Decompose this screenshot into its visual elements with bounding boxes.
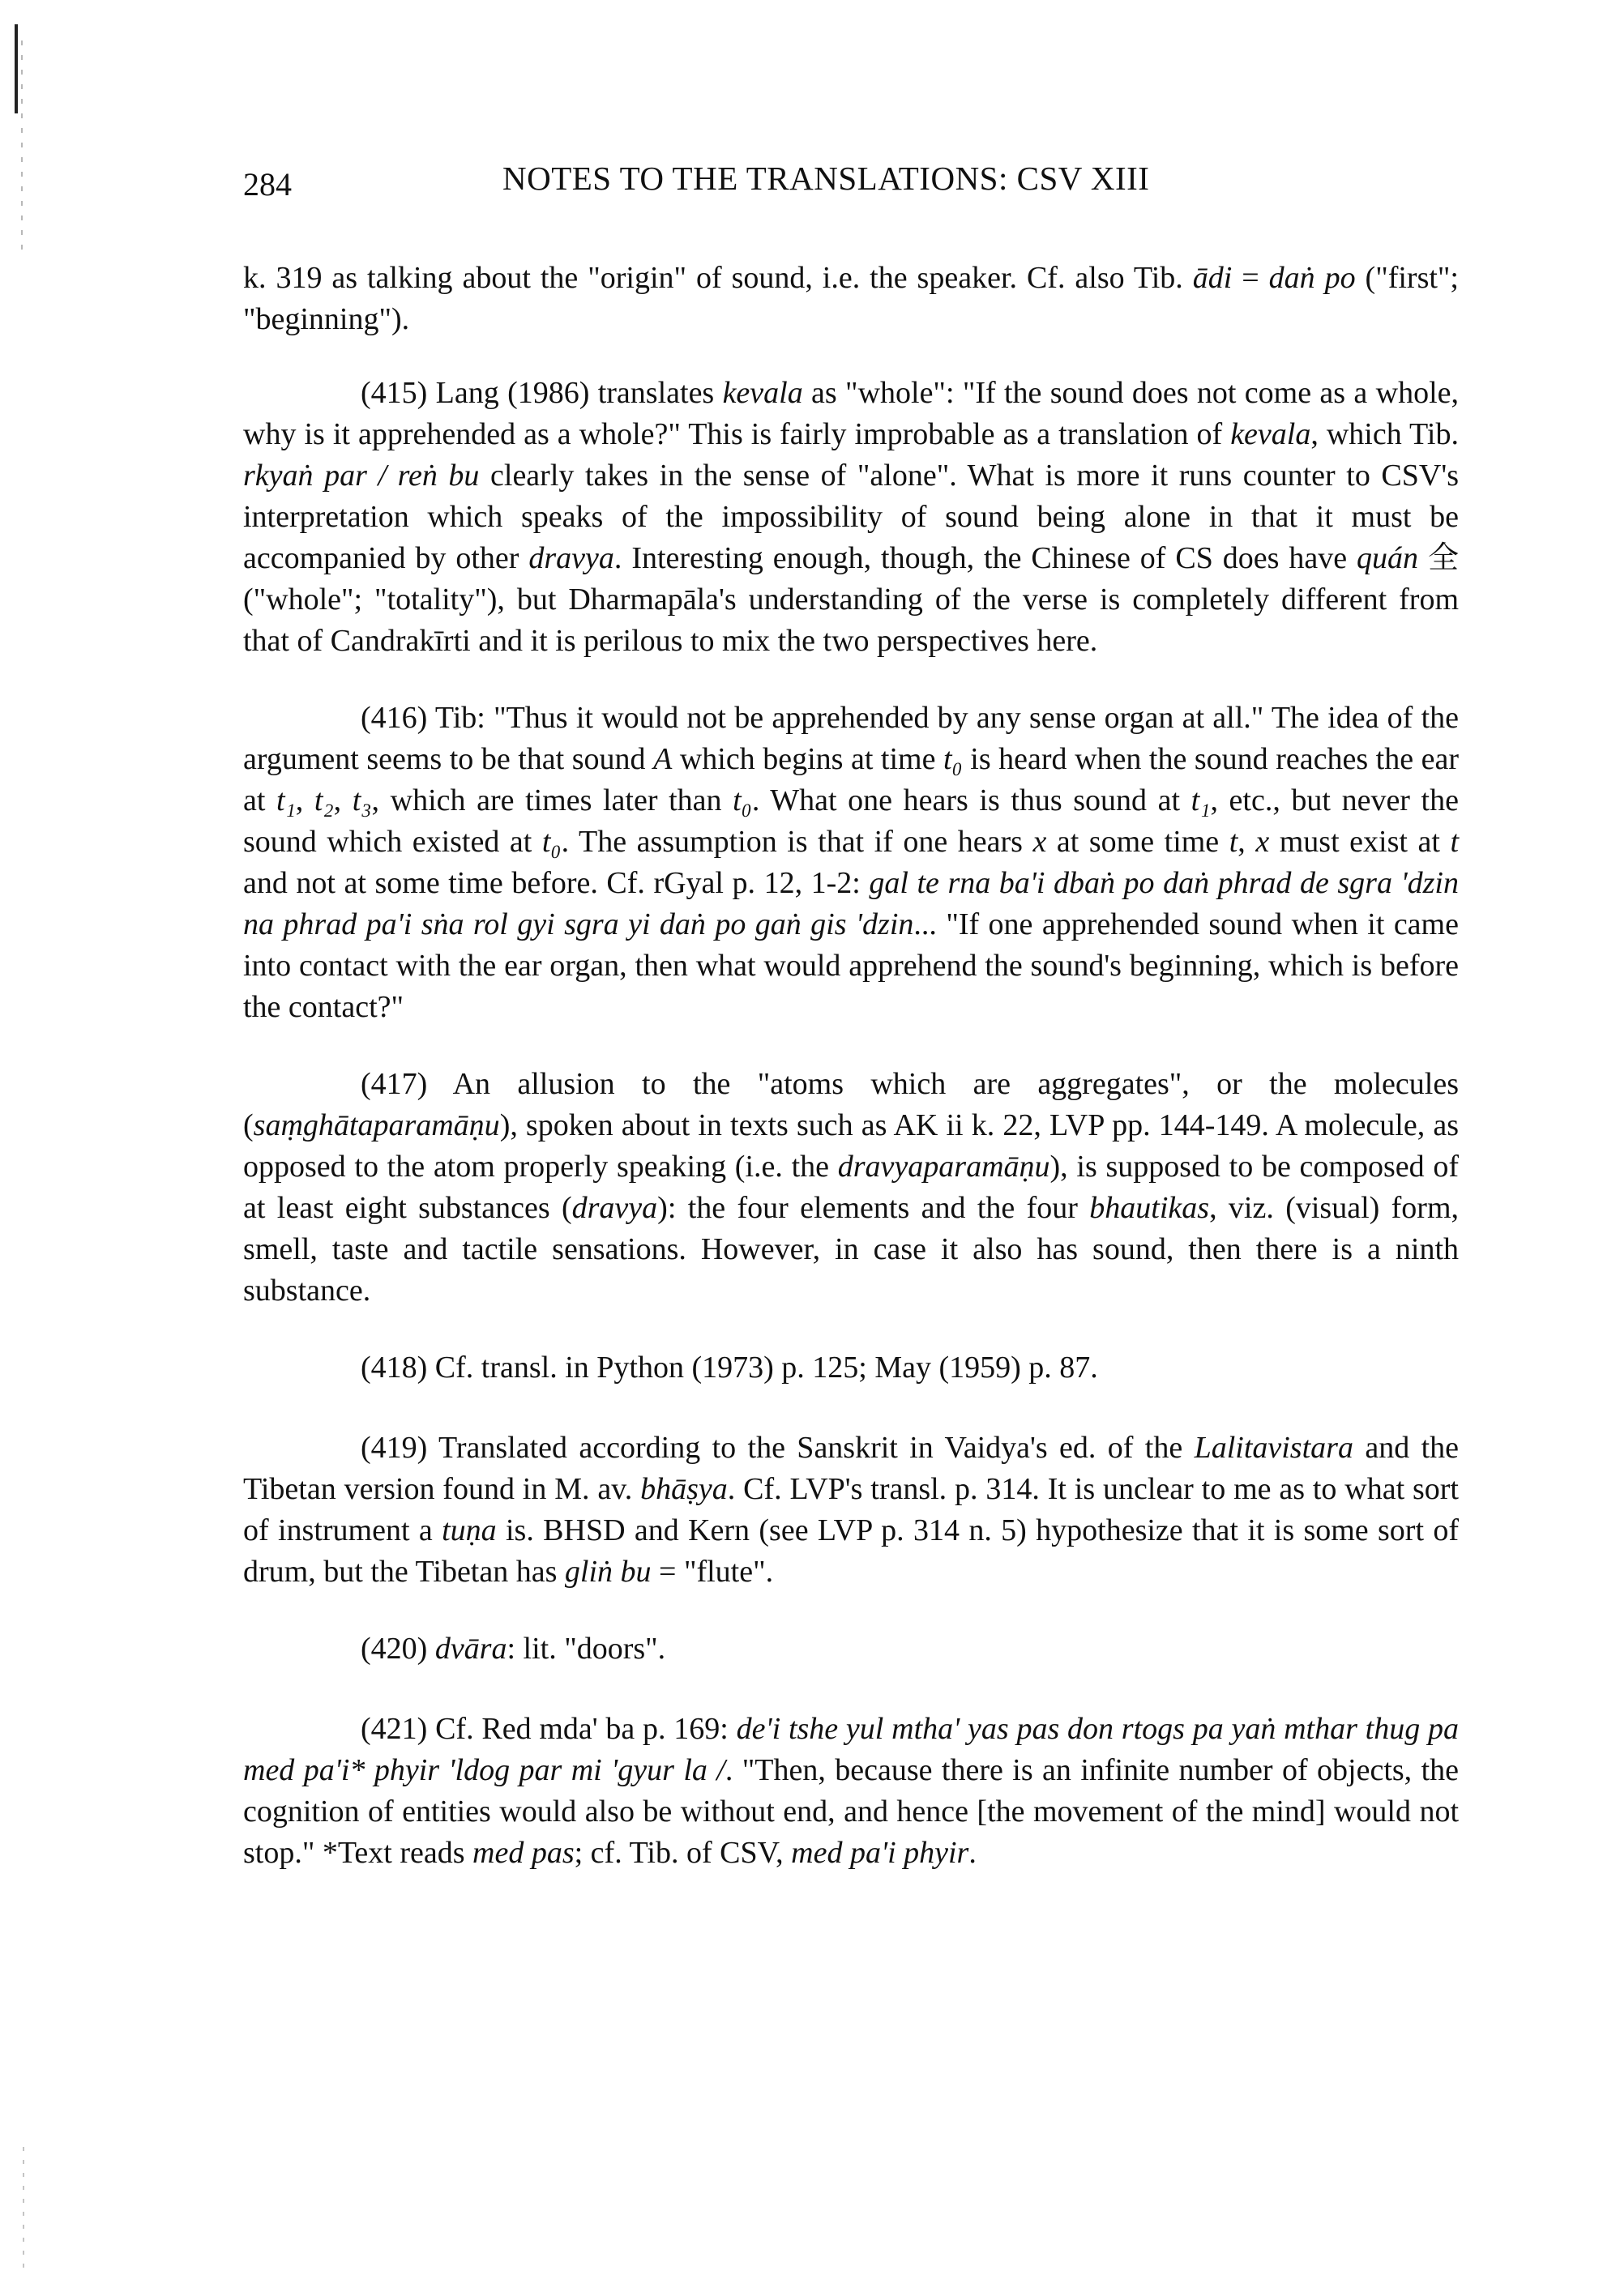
italic-text: t [1229, 825, 1238, 859]
italic-text: tuṇa [442, 1513, 497, 1547]
text-run: and the Tibetan version found in M. av. [243, 1431, 1459, 1506]
note-421 [243, 1709, 1459, 1874]
note-415 [243, 373, 1459, 662]
italic-text: x [1032, 825, 1047, 859]
text-run: must exist at [1269, 825, 1451, 859]
text-run: (420) [361, 1632, 435, 1666]
text-run: (421) Cf. Red mda' ba p. 169: [361, 1712, 737, 1746]
text-run: . Cf. LVP's transl. p. 314. It is unclear to me as to what sort of instrument a [243, 1472, 1459, 1547]
text-run: . What one hears is thus sound at [751, 783, 1191, 817]
italic-text: t₁ [1190, 783, 1211, 817]
text-run: = "flute". [651, 1555, 774, 1589]
italic-text: ādi [1192, 261, 1233, 295]
text-run: (416) Tib: "Thus it would not be apprehended by any sense organ at all." The idea of the argument seems to be that sound [243, 701, 1459, 776]
paragraph-continued [243, 258, 1459, 340]
text-run: . Interesting enough, though, the Chinese of CS does have [613, 541, 1357, 575]
text-run: . [968, 1836, 977, 1870]
text-run: (415) Lang (1986) translates [361, 376, 723, 410]
italic-text: t [1450, 825, 1460, 859]
text-run: . "Then, because there is an infinite number of objects, the cognition of entities would also be without end, and hence [the movement of the mind] would not stop." *Text reads [243, 1753, 1459, 1870]
text-run: (418) Cf. transl. in Python (1973) p. 125; May (1959) p. 87. [361, 1351, 1098, 1385]
italic-text: daṅ po [1268, 261, 1356, 295]
text-run: , which Tib. [1310, 417, 1459, 451]
text-run: (417) An allusion to the "atoms which are aggregates", or the molecules ( [243, 1067, 1459, 1142]
italic-text: x [1255, 825, 1270, 859]
text-run: ("first"; "beginning"). [243, 261, 1459, 336]
text-run: clearly takes in the sense of "alone". What is more it runs counter to CSV's interpretation which speaks of the impossibility of sound being alone in that it must be accompanied by other [243, 459, 1459, 575]
italic-text: dravyaparamāṇu [837, 1150, 1050, 1184]
page-number: 284 [243, 166, 292, 203]
italic-text: kevala [722, 376, 803, 410]
italic-text: dravya [528, 541, 614, 575]
note-418 [243, 1347, 1459, 1389]
italic-text: kevala [1230, 417, 1311, 451]
scan-edge-dots [21, 41, 23, 251]
note-420 [243, 1628, 1459, 1670]
text-run: , etc., but never the sound which existed at [243, 783, 1459, 859]
text-run: , [333, 783, 353, 817]
italic-text: t₀ [733, 783, 752, 817]
italic-text: Lalitavistara [1194, 1431, 1353, 1465]
text-run: ), spoken about in texts such as AK ii k. 22, LVP pp. 144-149. A molecule, as opposed to the atom properly speaking (i.e. the [243, 1108, 1459, 1184]
text-run: , [1238, 825, 1256, 859]
italic-text: dvāra [434, 1632, 507, 1666]
text-run: which begins at time [672, 742, 943, 776]
text-run: k. 319 as talking about the "origin" of sound, i.e. the speaker. Cf. also Tib. [243, 261, 1193, 295]
italic-text: de'i tshe yul mtha' yas pas don rtogs pa yaṅ mthar thug pa med pa'i* phyir 'ldog par mi 'gyur la / [243, 1712, 1459, 1787]
scan-edge-dots-bottom [23, 2147, 24, 2277]
italic-text: t₀ [541, 825, 562, 859]
italic-text: med pa'i phyir [791, 1836, 969, 1870]
text-run: ): the four elements and the four [657, 1191, 1090, 1225]
text-run: and not at some time before. Cf. rGyal p. 12, 1-2: [243, 866, 870, 900]
italic-text: t₂ [314, 783, 334, 817]
note-419 [243, 1428, 1459, 1593]
italic-text: gal te rna ba'i dbaṅ po daṅ phrad de sgra 'dzin na phrad pa'i sṅa rol gyi sgra yi daṅ po gaṅ gis 'dzin [243, 866, 1459, 941]
italic-text: dravya [571, 1191, 658, 1225]
italic-text: A [653, 742, 673, 776]
text-run: = [1232, 261, 1269, 295]
italic-text: gliṅ bu [564, 1555, 652, 1589]
text-run: : lit. "doors". [507, 1632, 666, 1666]
text-run: as "whole": "If the sound does not come as a whole, why is it apprehended as a whole?" This is fairly improbable as a translation of [243, 376, 1459, 451]
italic-text: bhāṣya [640, 1472, 728, 1506]
italic-text: med pas [472, 1836, 575, 1870]
text-run: , viz. (visual) form, smell, taste and tactile sensations. However, in case it also has sound, then there is a ninth substance. [243, 1191, 1459, 1308]
text-run: ... "If one apprehended sound when it came into contact with the ear organ, then what would apprehend the sound's beginning, which is before the contact?" [243, 907, 1459, 1024]
scan-edge-mark [15, 24, 18, 113]
text-run: , [295, 783, 314, 817]
italic-text: saṃghātaparamāṇu [253, 1108, 500, 1142]
italic-text: bhautikas [1089, 1191, 1210, 1225]
text-run: (419) Translated according to the Sanskrit in Vaidya's ed. of the [361, 1431, 1195, 1465]
italic-text: rkyaṅ par / reṅ bu [243, 459, 480, 493]
italic-text: quán [1357, 541, 1419, 575]
running-head: NOTES TO THE TRANSLATIONS: CSV XIII [502, 160, 1150, 197]
text-run: 全 ("whole"; "totality"), but Dharmapāla's understanding of the verse is completely different from that of Candrakīrti and it is perilous to mix the two perspectives here. [243, 541, 1459, 658]
text-run: is heard when the sound reaches the ear at [243, 742, 1459, 817]
note-416 [243, 698, 1459, 1028]
page-header [243, 159, 1459, 207]
text-run: ; cf. Tib. of CSV, [574, 1836, 792, 1870]
italic-text: t₀ [943, 742, 963, 776]
text-run: . The assumption is that if one hears [561, 825, 1033, 859]
text-run: is. BHSD and Kern (see LVP p. 314 n. 5) hypothesize that it is some sort of drum, but the Tibetan has [243, 1513, 1460, 1589]
note-417 [243, 1064, 1459, 1312]
text-run: ), is supposed to be composed of at least eight substances ( [243, 1150, 1459, 1225]
italic-text: t₃ [352, 783, 372, 817]
italic-text: t₁ [276, 783, 296, 817]
text-run: , which are times later than [371, 783, 733, 817]
text-run: at some time [1046, 825, 1229, 859]
notes-body [243, 258, 1459, 1910]
